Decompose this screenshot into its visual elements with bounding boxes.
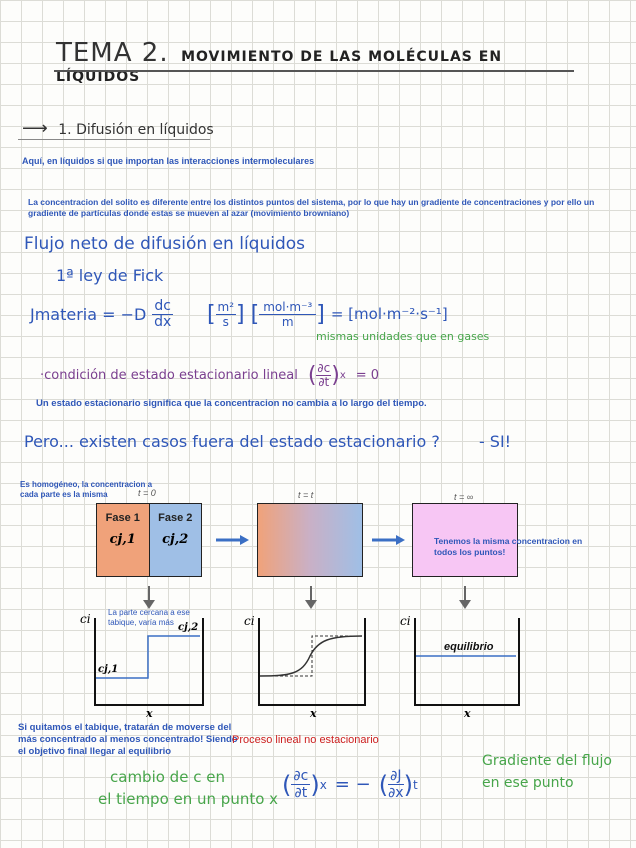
continuity-equation — [282, 768, 418, 801]
steady-numerator: ∂c — [317, 361, 331, 375]
title-text: MOVIMIENTO DE LAS MOLÉCULAS EN LÍQUIDOS — [56, 49, 503, 85]
steady-equation: ( $\frac{\partial c}{\partial t}$ ) x — [307, 361, 346, 389]
non-steady-question — [24, 432, 511, 451]
phase-1 — [97, 504, 150, 576]
phase-1-concentration: cj,1 — [109, 532, 136, 547]
arrow-right-icon-1 — [216, 534, 250, 546]
eq2-rhs-numerator: ∂J — [390, 768, 402, 784]
question-text: Pero... existen casos fuera del estado estacionario ? — [24, 432, 440, 451]
plot-3-equilibrium-line — [416, 618, 516, 704]
eq2-rhs: ( $\frac{\partial J}{\partial x}$ ) t — [378, 768, 418, 801]
eq2-rhs-subscript: t — [412, 777, 418, 792]
units-1-denominator: s — [222, 314, 229, 329]
arrow-down-icon-2 — [304, 586, 318, 610]
mixing-box — [257, 503, 363, 577]
phase-2-concentration: cj,2 — [162, 532, 189, 547]
flux-gradient-note: Gradiente del flujo en ese punto — [482, 753, 612, 791]
arrow-right-icon-2 — [372, 534, 406, 546]
plot-1-x-label: x — [146, 707, 153, 720]
section-underline — [18, 139, 210, 140]
nonsteady-label: Proceso lineal no estacionario — [232, 734, 379, 746]
intermolecular-note: Aquí, en líquidos si que importan las interacciones intermoleculares — [22, 156, 315, 166]
eq2-lhs-denominator: ∂t — [294, 785, 308, 801]
answer-text: - SI! — [478, 432, 512, 451]
steady-rhs: = 0 — [355, 368, 380, 383]
plot-3-y-label: ci — [400, 614, 411, 628]
eq2-rhs-denominator: ∂x — [388, 785, 404, 801]
plot-3-x-label: x — [464, 707, 471, 720]
partition-note: Si quitamos el tabique, tratarán de moverse del más concentrado al menos concentrado! Siendo el objetivo final llegar al equilibrio — [18, 722, 238, 757]
time-label-t: t = t — [298, 490, 314, 500]
arrow-down-icon-3 — [458, 586, 472, 610]
initial-two-phase-box — [96, 503, 202, 577]
steady-subscript: x — [339, 370, 346, 381]
units-2-denominator: m — [281, 314, 294, 329]
phase-2-label: Fase 2 — [158, 512, 193, 524]
equilibrium-label: equilibrio — [444, 641, 494, 653]
tema-label: TEMA 2. — [56, 38, 169, 68]
eq2-lhs-numerator: ∂c — [293, 768, 309, 784]
time-label-inf: t = ∞ — [454, 492, 474, 502]
fraction-denominator: dx — [154, 313, 172, 330]
section-title: 1. Difusión en líquidos — [58, 122, 214, 138]
page-title — [56, 38, 576, 86]
arrow-down-icon-1 — [142, 586, 156, 610]
plot-1-level-high: cj,2 — [178, 622, 199, 633]
title-underline — [54, 70, 574, 72]
units-1-numerator: m² — [217, 299, 235, 314]
fick-law: 1ª ley de Fick — [56, 266, 164, 285]
steady-denominator: ∂t — [318, 375, 330, 389]
phase-1-label: Fase 1 — [105, 512, 140, 524]
plot-2-x-label: x — [310, 707, 317, 720]
eq2-lhs: ( $\frac{\partial c}{\partial t}$ ) x — [282, 768, 327, 801]
steady-condition — [40, 362, 379, 389]
units-2-numerator: mol·m⁻³ — [259, 300, 316, 315]
change-label-2: el tiempo en un punto x — [98, 790, 279, 808]
units-result: = [mol·m⁻²·s⁻¹] — [330, 305, 448, 323]
steady-meaning: Un estado estacionario significa que la concentracion no cambia a lo largo del tiempo. — [36, 398, 427, 409]
units-diffusivity: [ $\frac{\text{m²}}{s}$ ] — [206, 299, 245, 329]
arrow-icon: ⟶ — [22, 118, 48, 138]
plot-1-level-low: cj,1 — [98, 664, 119, 675]
change-label-1: cambio de c en — [110, 768, 225, 786]
gradient-note: La concentracion del solito es diferente entre los distintos puntos del sistema, por lo que hay un gradiente de concentraciones y por ello un gradiente de partículas donde estas se mueven al azar (movimiento browniano) — [28, 197, 595, 218]
flux-heading: Flujo neto de difusión en líquidos — [24, 234, 306, 254]
gradient-fraction — [152, 299, 173, 330]
plot-2-transient-curve — [260, 618, 362, 704]
fraction-numerator: dc — [154, 297, 171, 314]
steady-label: ·condición de estado estacionario lineal — [40, 368, 298, 383]
time-label-0: t = 0 — [138, 488, 156, 498]
section-heading — [22, 118, 214, 139]
plot-2-y-label: ci — [244, 614, 255, 628]
eq2-equals: = − — [334, 774, 371, 795]
homogeneous-note: Es homogéneo, la concentracion a cada parte es la misma — [20, 480, 153, 499]
equation-lhs: Jmateria = −D — [30, 304, 147, 324]
plot-1-y-label: ci — [80, 612, 91, 626]
phase-2 — [150, 504, 202, 576]
near-wall-note: La parte cercana a ese tabique, varía más — [108, 608, 190, 627]
fick-equation — [30, 294, 448, 334]
same-concentration-note: Tenemos la misma concentracion en todos los puntos! — [434, 536, 583, 557]
units-gradient: [ mol·m⁻³ m ] — [250, 299, 325, 329]
same-units-note: mismas unidades que en gases — [316, 330, 490, 343]
eq2-lhs-subscript: x — [319, 777, 327, 792]
